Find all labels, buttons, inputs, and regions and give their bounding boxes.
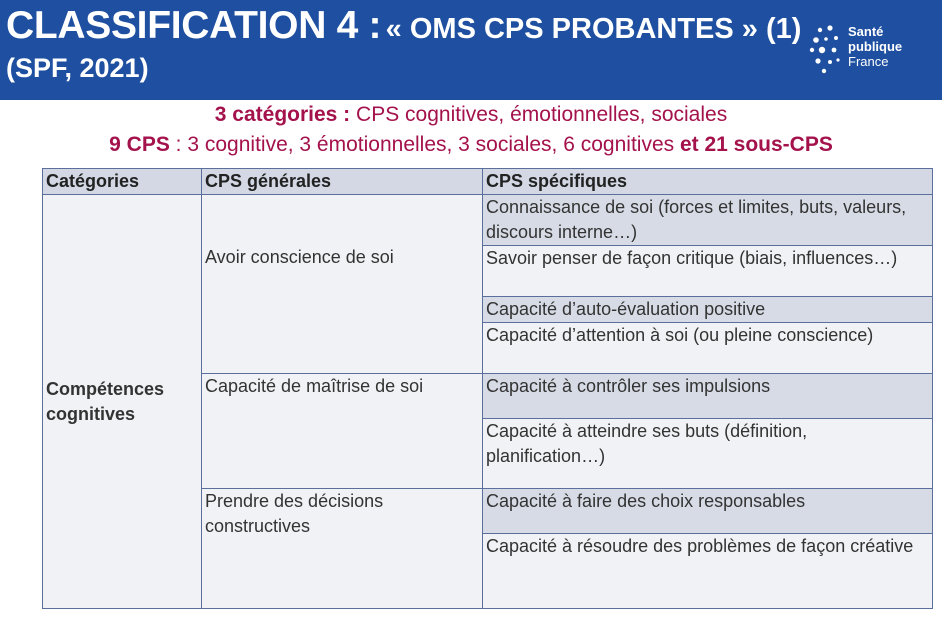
general-cps-cell: Capacité de maîtrise de soi <box>202 374 483 489</box>
subtitle-categories <box>0 102 942 128</box>
title-quote: « OMS CPS PROBANTES » (1) <box>385 13 802 45</box>
dots-logo-icon <box>808 20 848 76</box>
table-header-row <box>43 169 933 195</box>
sante-publique-france-logo <box>808 18 928 82</box>
header-banner <box>0 0 942 100</box>
specific-cps-cell: Capacité d’auto-évaluation positive <box>483 297 933 323</box>
column-header-categories: Catégories <box>43 169 202 195</box>
table-row <box>43 195 933 246</box>
specific-cps-cell: Capacité à résoudre des problèmes de façon créative <box>483 534 933 609</box>
logo-text <box>848 24 902 69</box>
logo-line1: Santé <box>848 24 884 39</box>
subtitle-categories-text: CPS cognitives, émotionnelles, sociales <box>350 103 728 126</box>
column-header-general: CPS générales <box>202 169 483 195</box>
column-header-specific: CPS spécifiques <box>483 169 933 195</box>
title-source: (SPF, 2021) <box>6 53 149 83</box>
logo-line2: publique <box>848 39 903 54</box>
specific-cps-cell: Connaissance de soi (forces et limites, buts, valeurs, discours interne…) <box>483 195 933 246</box>
subtitle-cps-bold: 9 CPS <box>109 133 170 156</box>
general-cps-cell: Prendre des décisions constructives <box>202 489 483 609</box>
cps-table <box>42 168 933 609</box>
specific-cps-cell: Capacité à atteindre ses buts (définition, planification…) <box>483 419 933 489</box>
specific-cps-cell: Capacité à faire des choix responsables <box>483 489 933 534</box>
subtitle-cps-bold2: et 21 sous-CPS <box>679 133 833 156</box>
subtitle-cps-text: : 3 cognitive, 3 émotionnelles, 3 sociales, 6 cognitives <box>169 133 680 156</box>
specific-cps-cell: Capacité d’attention à soi (ou pleine conscience) <box>483 323 933 374</box>
title-main: CLASSIFICATION 4 : <box>6 4 382 47</box>
logo-line3: France <box>848 54 889 69</box>
specific-cps-cell: Savoir penser de façon critique (biais, influences…) <box>483 246 933 297</box>
subtitle-categories-bold: 3 catégories : <box>214 103 351 126</box>
specific-cps-cell: Capacité à contrôler ses impulsions <box>483 374 933 419</box>
general-cps-cell: Avoir conscience de soi <box>202 195 483 374</box>
subtitle-cps <box>0 132 942 158</box>
page-title <box>6 4 801 56</box>
category-cell: Compétences cognitives <box>43 195 202 609</box>
